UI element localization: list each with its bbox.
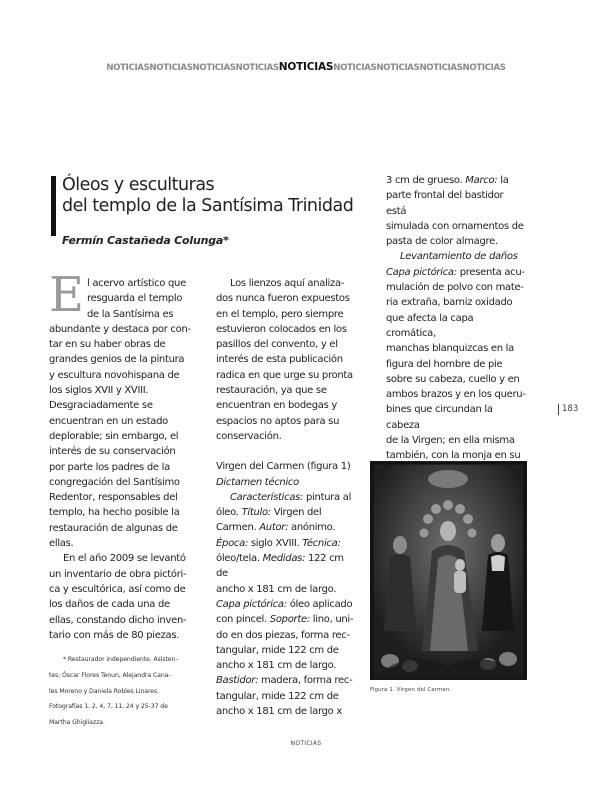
field-text: 3 cm de grueso. — [386, 175, 466, 186]
field-label: Medidas: — [262, 553, 306, 565]
section-heading: Virgen del Carmen (figura 1) — [216, 461, 351, 473]
text-line: interés de su conservación — [49, 446, 176, 458]
field-label: Soporte: — [269, 614, 310, 626]
field-text: parte frontal del bastidor está — [386, 190, 504, 217]
field-text: con pincel. — [216, 614, 270, 626]
text-line: * Restaurador independiente. Asisten- — [63, 656, 178, 664]
text-line — [386, 295, 526, 310]
section-banner — [0, 61, 612, 73]
field-text: lino, uni- — [309, 614, 354, 626]
text-line — [386, 402, 526, 433]
field-text: también, con la monja en su — [386, 450, 521, 462]
field-text: mulación de polvo con mate- — [386, 282, 524, 294]
field-label: Capa pictórica: — [216, 598, 287, 610]
text-line — [216, 673, 356, 688]
text-line: encuentran en bodegas y — [216, 400, 338, 412]
text-line: tario con más de 80 piezas. — [49, 629, 180, 641]
text-line — [386, 280, 526, 295]
text-line: congregación del Santísimo — [49, 476, 180, 488]
text-line — [216, 551, 356, 582]
field-text: ambos brazos y en los queru- — [386, 389, 526, 401]
column-3 — [386, 173, 526, 494]
text-line: radica en que urge su pronta — [216, 369, 353, 381]
title-accent-bar — [51, 176, 56, 236]
field-label: Título: — [241, 507, 271, 519]
text-line: estuvieron colocados en los — [216, 323, 347, 335]
text-line — [386, 357, 526, 372]
field-text: sobre su cabeza, cuello y en — [386, 373, 520, 385]
text-line: interés de esta publicación — [216, 354, 343, 366]
text-line — [386, 234, 526, 249]
virgen-del-carmen-painting — [370, 461, 527, 680]
text-line: ca y escultórica, así como de — [49, 583, 186, 595]
text-line — [386, 219, 526, 234]
field-text: 122 cm de — [216, 553, 344, 580]
field-text: Virgen del — [270, 507, 322, 519]
text-line: restauración, ya que se — [216, 385, 327, 397]
field-label: Marco: — [465, 175, 498, 186]
text-line: deplorable; sin embargo, el — [49, 430, 179, 442]
text-line — [386, 341, 526, 356]
text-line — [386, 387, 526, 402]
text-line — [386, 433, 526, 448]
text-line: en el templo, pero siempre — [216, 308, 344, 320]
text-line: pasillos del convento, y el — [216, 339, 338, 351]
banner-repeat-left: NOTICIASNOTICIASNOTICIASNOTICIAS — [106, 63, 279, 73]
text-line: ellas, constando dicho inven- — [49, 614, 187, 626]
field-label: Características: — [230, 491, 304, 503]
text-line: l acervo artístico que — [87, 278, 186, 289]
text-line: los daños de cada una de — [49, 599, 170, 611]
text-line: tar en su haber obras de — [49, 339, 166, 351]
text-line — [216, 612, 356, 627]
field-text: pintura al — [303, 491, 352, 503]
title-line-2: del templo de la Santísima Trinidad — [62, 196, 354, 216]
banner-highlight: NOTICIAS — [278, 61, 334, 73]
text-line: En el año 2009 se levantó — [63, 553, 186, 565]
field-text: bines que circundan la cabeza — [386, 404, 493, 431]
text-line: un inventario de obra pictóri- — [49, 568, 187, 580]
text-line — [216, 689, 356, 704]
text-line — [386, 372, 526, 387]
article-author: Fermín Castañeda Colunga* — [62, 234, 229, 247]
field-text: tangular, mide 122 cm de — [216, 644, 339, 656]
text-line — [216, 704, 356, 719]
field-text: pasta de color almagre. — [386, 236, 498, 248]
text-line: restauración de algunas de — [49, 522, 178, 534]
text-line — [216, 643, 356, 658]
text-line — [216, 520, 356, 535]
text-line: resguarda el templo — [87, 293, 183, 305]
field-text: siglo XVIII. — [247, 537, 303, 549]
text-line: abundante y destaca por con- — [49, 323, 191, 335]
text-line: encuentran en un estado — [49, 415, 168, 427]
field-label: Época: — [216, 537, 248, 549]
text-line: ellas. — [49, 538, 74, 550]
field-text: ancho x 181 cm de largo x — [216, 706, 342, 718]
text-line — [386, 311, 526, 342]
text-line: por parte los padres de la — [49, 461, 170, 473]
text-line — [386, 265, 526, 280]
field-text: óleo aplicado — [286, 598, 353, 610]
text-line: los siglos XVII y XVIII. — [49, 385, 149, 397]
text-line: Desgraciadamente se — [49, 400, 153, 412]
field-label: Capa pictórica: — [386, 266, 457, 278]
field-text: tangular, mide 122 cm de — [216, 690, 339, 702]
title-line-1: Óleos y esculturas — [62, 175, 215, 195]
field-text: manchas blanquizcas en la — [386, 343, 514, 355]
field-text: figura del hombre de pie — [386, 358, 503, 370]
text-line: de la Santísima es — [87, 308, 174, 320]
field-text: ancho x 181 cm de largo. — [216, 583, 337, 595]
painting-image — [370, 461, 527, 680]
field-text: óleo/tela. — [216, 553, 263, 565]
text-line — [216, 597, 356, 612]
section-subheading: Levantamiento de daños — [400, 251, 518, 263]
section-subheading: Dictamen técnico — [216, 476, 299, 488]
column-2 — [216, 276, 356, 719]
field-text: ancho x 181 cm de largo. — [216, 660, 337, 672]
field-text: presenta acu- — [456, 266, 525, 278]
banner-repeat-right: NOTICIASNOTICIASNOTICIASNOTICIAS — [333, 63, 506, 73]
text-line: Fotografías 1, 2, 4, 7, 11, 24 y 25-37 de — [49, 703, 168, 711]
drop-cap: E — [49, 267, 85, 323]
text-line: templo, ha hecho posible la — [49, 507, 180, 519]
field-text: de la Virgen; en ella misma — [386, 435, 515, 447]
article-title — [62, 175, 353, 217]
text-line — [216, 536, 356, 551]
field-text: simulada con ornamentos de — [386, 220, 524, 232]
field-text: la — [497, 175, 509, 186]
text-line — [216, 628, 356, 643]
text-line: grandes genios de la pintura — [49, 354, 185, 366]
field-label: Técnica: — [302, 537, 341, 549]
text-line — [216, 658, 356, 673]
page-number: 183 — [562, 404, 579, 414]
text-line — [216, 582, 356, 597]
text-line: conservación. — [216, 430, 282, 442]
field-text: do en dos piezas, forma rec- — [216, 629, 350, 641]
page-footer: NOTICIAS — [290, 740, 322, 747]
figure-caption: Figura 1. Virgen del Carmen. — [370, 687, 452, 693]
field-text: anónimo. — [288, 522, 336, 534]
text-line: Martha Ghigliazza. — [49, 718, 105, 726]
text-line: Los lienzos aquí analiza- — [230, 278, 345, 289]
text-line — [216, 505, 356, 520]
field-label: Bastidor: — [216, 675, 259, 687]
field-text: óleo. — [216, 507, 242, 519]
field-text: que afecta la capa cromática, — [386, 312, 474, 339]
field-text: ria extraña, barniz oxidado — [386, 297, 513, 309]
text-line: espacios no aptos para su — [216, 415, 340, 427]
text-line — [386, 173, 526, 188]
text-line: dos nunca fueron expuestos — [216, 293, 350, 305]
column-1 — [49, 276, 199, 643]
field-label: Autor: — [259, 522, 289, 534]
field-text: Carmen. — [216, 522, 260, 534]
text-line — [386, 188, 526, 219]
text-line: les Moreno y Daniela Robles Linares. — [49, 687, 159, 695]
text-line: y escultura novohispana de — [49, 369, 180, 381]
footnote — [49, 649, 199, 734]
text-line — [216, 490, 356, 505]
text-line: Redentor, responsables del — [49, 492, 178, 504]
field-text: madera, forma rec- — [258, 675, 353, 687]
text-line: tes: Óscar Flores Tenun, Alejandra Cana- — [49, 671, 171, 679]
